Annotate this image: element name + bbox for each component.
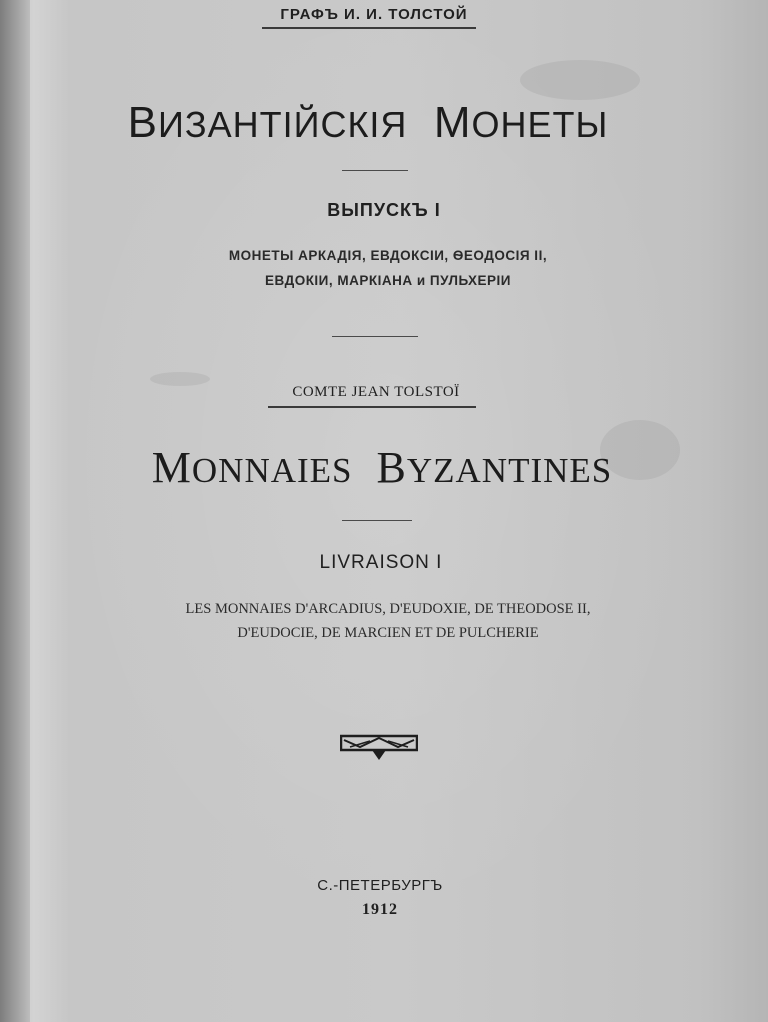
contents-french-line-2: D'EUDOCIE, DE MARCIEN ET DE PULCHERIE — [237, 625, 539, 641]
title-french — [0, 442, 766, 493]
title-russian — [0, 98, 752, 148]
divider-rule — [342, 170, 408, 171]
title-ru-initial-1: В — [127, 98, 158, 147]
author-french: COMTE JEAN TOLSTOÏ — [292, 384, 460, 400]
contents-russian-line-1: МОНЕТЫ АРКАДІЯ, ЕВДОКСІИ, ѲЕОДОСІЯ II, — [228, 248, 548, 263]
title-ru-rest-1: ИЗАНТІЙСКІЯ — [157, 104, 408, 145]
publication-year: 1912 — [362, 901, 398, 918]
author-russian: ГРАФЪ И. И. ТОЛСТОЙ — [280, 6, 468, 23]
author-french-underline — [268, 406, 476, 408]
spine-shadow — [0, 0, 30, 1022]
contents-russian-line-2: ЕВДОКІИ, МАРКІАНА и ПУЛЬХЕРІИ — [265, 273, 511, 288]
printer-ornament-icon — [340, 732, 418, 764]
divider-rule — [332, 336, 418, 337]
title-fr-initial-2: B — [376, 443, 407, 492]
title-ru-rest-2: ОНЕТЫ — [471, 104, 609, 145]
author-underline — [262, 27, 476, 29]
divider-rule — [342, 520, 412, 521]
issue-french: LIVRAISON I — [319, 552, 443, 573]
title-fr-initial-1: M — [151, 443, 192, 492]
publication-place: С.-ПЕТЕРБУРГЪ — [317, 877, 443, 894]
contents-french-line-1: LES MONNAIES D'ARCADIUS, D'EUDOXIE, DE THEODOSE II, — [185, 601, 591, 617]
title-ru-initial-2: М — [433, 98, 472, 147]
title-fr-rest-1: ONNAIES — [191, 451, 353, 490]
paper-stain — [520, 60, 640, 100]
issue-russian: ВЫПУСКЪ I — [327, 200, 441, 220]
title-fr-rest-2: YZANTINES — [406, 451, 613, 490]
